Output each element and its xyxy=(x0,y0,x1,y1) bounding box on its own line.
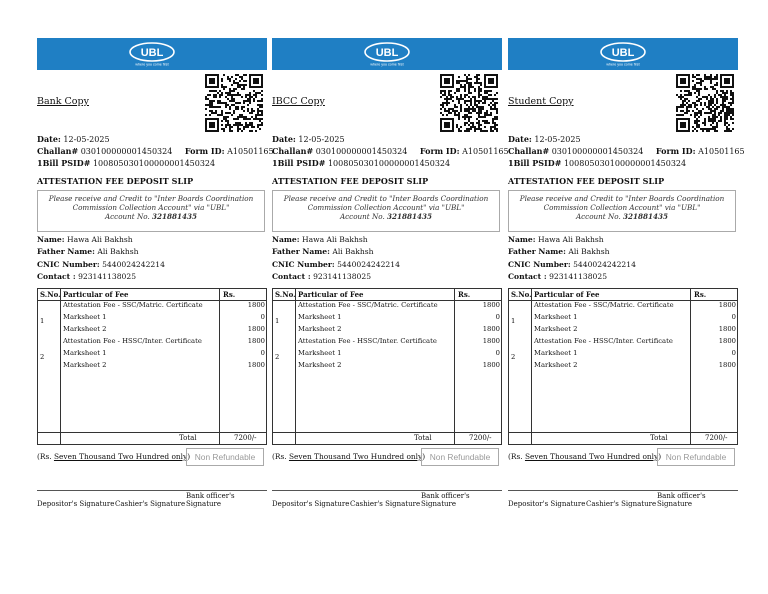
cashier-signature: Cashier's Signature xyxy=(115,500,186,508)
credit-instructions: Please receive and Credit to "Inter Boards Coordination Commission Collection Account" via "UBL" Account No. 321881435 xyxy=(37,190,265,232)
psid-line: 1Bill PSID# 100805030100000001450324 xyxy=(272,158,451,168)
challan-value: 030100000001450324 xyxy=(80,147,173,156)
row-particular: Marksheet 2 xyxy=(298,361,342,369)
row-particular: Marksheet 2 xyxy=(534,325,578,333)
non-refundable-badge: Non Refundable xyxy=(421,448,499,466)
row-sno: 1 xyxy=(275,317,280,325)
form-id-value: A10501165 xyxy=(227,147,274,156)
challan-value: 030100000001450324 xyxy=(315,147,408,156)
col-header-particular: Particular of Fee xyxy=(63,290,129,299)
row-particular: Marksheet 1 xyxy=(63,349,107,357)
form-id-value: A10501165 xyxy=(462,147,509,156)
cashier-signature: Cashier's Signature xyxy=(586,500,657,508)
row-particular: Marksheet 1 xyxy=(534,313,578,321)
copy-title: IBCC Copy xyxy=(272,96,325,107)
col-header-particular: Particular of Fee xyxy=(534,290,600,299)
total-label: Total xyxy=(179,434,197,442)
challan-line: Challan# 030100000001450324 Form ID: A10501165 xyxy=(37,146,274,156)
total-amount: 7200/- xyxy=(234,434,257,442)
ubl-banner xyxy=(272,38,502,70)
name-line: Name: Hawa Ali Bakhsh xyxy=(272,235,368,244)
non-refundable-badge: Non Refundable xyxy=(186,448,264,466)
slip-bank-copy xyxy=(37,38,274,518)
date-line: Date: 12-05-2025 xyxy=(272,134,345,144)
bank-officer-signature: Bank officer's Signature xyxy=(186,492,235,508)
row-particular: Attestation Fee - SSC/Matric. Certificate xyxy=(63,301,203,309)
total-amount: 7200/- xyxy=(705,434,728,442)
father-name-line: Father Name: Ali Bakhsh xyxy=(272,247,374,256)
col-header-rs: Rs. xyxy=(223,290,236,299)
row-amount: 1800 xyxy=(247,361,265,369)
ubl-logo-text: UBL xyxy=(140,47,164,59)
challan-value: 030100000001450324 xyxy=(551,147,644,156)
col-header-rs: Rs. xyxy=(694,290,707,299)
col-header-sno: S.No. xyxy=(275,290,296,299)
row-amount: 1800 xyxy=(247,337,265,345)
total-amount: 7200/- xyxy=(469,434,492,442)
row-particular: Marksheet 2 xyxy=(534,361,578,369)
name-line: Name: Hawa Ali Bakhsh xyxy=(508,235,604,244)
copy-title: Student Copy xyxy=(508,96,574,107)
col-header-particular: Particular of Fee xyxy=(298,290,364,299)
row-amount: 1800 xyxy=(482,337,500,345)
row-amount: 0 xyxy=(495,349,500,357)
row-amount: 1800 xyxy=(482,361,500,369)
cnic-line: CNIC Number: 5440024242214 xyxy=(508,260,636,269)
psid-value: 100805030100000001450324 xyxy=(327,159,451,168)
row-amount: 0 xyxy=(731,349,736,357)
ubl-logo xyxy=(595,41,651,67)
ubl-banner xyxy=(37,38,267,70)
amount-in-words: (Rs. Seven Thousand Two Hundred only) xyxy=(37,452,191,461)
row-amount: 1800 xyxy=(482,325,500,333)
slip-student-copy xyxy=(508,38,745,518)
bank-officer-signature: Bank officer's Signature xyxy=(421,492,470,508)
depositor-signature: Depositor's Signature xyxy=(37,500,115,508)
ubl-tagline: where you come first xyxy=(606,62,640,67)
ubl-logo xyxy=(124,41,180,67)
row-particular: Marksheet 2 xyxy=(63,361,107,369)
row-particular: Marksheet 1 xyxy=(63,313,107,321)
row-particular: Marksheet 1 xyxy=(534,349,578,357)
row-amount: 1800 xyxy=(718,301,736,309)
row-particular: Attestation Fee - HSSC/Inter. Certificate xyxy=(534,337,673,345)
name-line: Name: Hawa Ali Bakhsh xyxy=(37,235,133,244)
row-particular: Marksheet 2 xyxy=(63,325,107,333)
bank-officer-signature: Bank officer's Signature xyxy=(657,492,706,508)
father-name-line: Father Name: Ali Bakhsh xyxy=(508,247,610,256)
copy-title: Bank Copy xyxy=(37,96,89,107)
row-amount: 0 xyxy=(260,313,265,321)
psid-line: 1Bill PSID# 100805030100000001450324 xyxy=(37,158,216,168)
ubl-logo-text: UBL xyxy=(611,47,635,59)
row-sno: 2 xyxy=(40,353,45,361)
account-number: 321881435 xyxy=(387,212,433,221)
slip-ibcc-copy xyxy=(272,38,509,518)
non-refundable-badge: Non Refundable xyxy=(657,448,735,466)
row-sno: 2 xyxy=(275,353,280,361)
signature-line xyxy=(272,490,502,491)
account-number: 321881435 xyxy=(623,212,669,221)
ubl-tagline: where you come first xyxy=(370,62,404,67)
ubl-logo xyxy=(359,41,415,67)
father-name-line: Father Name: Ali Bakhsh xyxy=(37,247,139,256)
psid-value: 100805030100000001450324 xyxy=(92,159,216,168)
slip-title: ATTESTATION FEE DEPOSIT SLIP xyxy=(272,176,429,186)
row-amount: 1800 xyxy=(718,337,736,345)
row-sno: 1 xyxy=(40,317,45,325)
fee-table xyxy=(272,288,502,445)
credit-instructions: Please receive and Credit to "Inter Boards Coordination Commission Collection Account" via "UBL" Account No. 321881435 xyxy=(272,190,500,232)
signature-line xyxy=(508,490,738,491)
qr-code-icon xyxy=(440,74,498,132)
col-header-rs: Rs. xyxy=(458,290,471,299)
row-amount: 1800 xyxy=(247,301,265,309)
row-particular: Marksheet 1 xyxy=(298,349,342,357)
row-particular: Attestation Fee - HSSC/Inter. Certificate xyxy=(298,337,437,345)
row-amount: 0 xyxy=(495,313,500,321)
qr-code-icon xyxy=(676,74,734,132)
date-line: Date: 12-05-2025 xyxy=(37,134,110,144)
total-label: Total xyxy=(414,434,432,442)
cashier-signature: Cashier's Signature xyxy=(350,500,421,508)
row-amount: 0 xyxy=(731,313,736,321)
amount-in-words: (Rs. Seven Thousand Two Hundred only) xyxy=(508,452,662,461)
signature-line xyxy=(37,490,267,491)
total-label: Total xyxy=(650,434,668,442)
contact-line: Contact : 923141138025 xyxy=(37,272,137,281)
row-sno: 2 xyxy=(511,353,516,361)
ubl-banner xyxy=(508,38,738,70)
contact-line: Contact : 923141138025 xyxy=(508,272,608,281)
challan-line: Challan# 030100000001450324 Form ID: A10501165 xyxy=(272,146,509,156)
date-line: Date: 12-05-2025 xyxy=(508,134,581,144)
credit-instructions: Please receive and Credit to "Inter Boards Coordination Commission Collection Account" via "UBL" Account No. 321881435 xyxy=(508,190,736,232)
cnic-line: CNIC Number: 5440024242214 xyxy=(272,260,400,269)
ubl-logo-text: UBL xyxy=(375,47,399,59)
fee-table xyxy=(508,288,738,445)
qr-code-icon xyxy=(205,74,263,132)
row-amount: 1800 xyxy=(718,325,736,333)
row-sno: 1 xyxy=(511,317,516,325)
row-particular: Marksheet 1 xyxy=(298,313,342,321)
depositor-signature: Depositor's Signature xyxy=(508,500,586,508)
cnic-line: CNIC Number: 5440024242214 xyxy=(37,260,165,269)
ubl-tagline: where you come first xyxy=(135,62,169,67)
date-value: 12-05-2025 xyxy=(534,135,581,144)
form-id-value: A10501165 xyxy=(698,147,745,156)
challan-line: Challan# 030100000001450324 Form ID: A10501165 xyxy=(508,146,745,156)
date-value: 12-05-2025 xyxy=(298,135,345,144)
col-header-sno: S.No. xyxy=(40,290,61,299)
row-amount: 1800 xyxy=(718,361,736,369)
row-amount: 1800 xyxy=(247,325,265,333)
slip-title: ATTESTATION FEE DEPOSIT SLIP xyxy=(508,176,665,186)
amount-in-words: (Rs. Seven Thousand Two Hundred only) xyxy=(272,452,426,461)
row-particular: Marksheet 2 xyxy=(298,325,342,333)
row-particular: Attestation Fee - HSSC/Inter. Certificate xyxy=(63,337,202,345)
row-amount: 0 xyxy=(260,349,265,357)
row-particular: Attestation Fee - SSC/Matric. Certificate xyxy=(298,301,438,309)
slip-title: ATTESTATION FEE DEPOSIT SLIP xyxy=(37,176,194,186)
date-value: 12-05-2025 xyxy=(63,135,110,144)
contact-line: Contact : 923141138025 xyxy=(272,272,372,281)
row-amount: 1800 xyxy=(482,301,500,309)
col-header-sno: S.No. xyxy=(511,290,532,299)
fee-table xyxy=(37,288,267,445)
account-number: 321881435 xyxy=(152,212,198,221)
psid-value: 100805030100000001450324 xyxy=(563,159,687,168)
row-particular: Attestation Fee - SSC/Matric. Certificate xyxy=(534,301,674,309)
psid-line: 1Bill PSID# 100805030100000001450324 xyxy=(508,158,687,168)
depositor-signature: Depositor's Signature xyxy=(272,500,350,508)
